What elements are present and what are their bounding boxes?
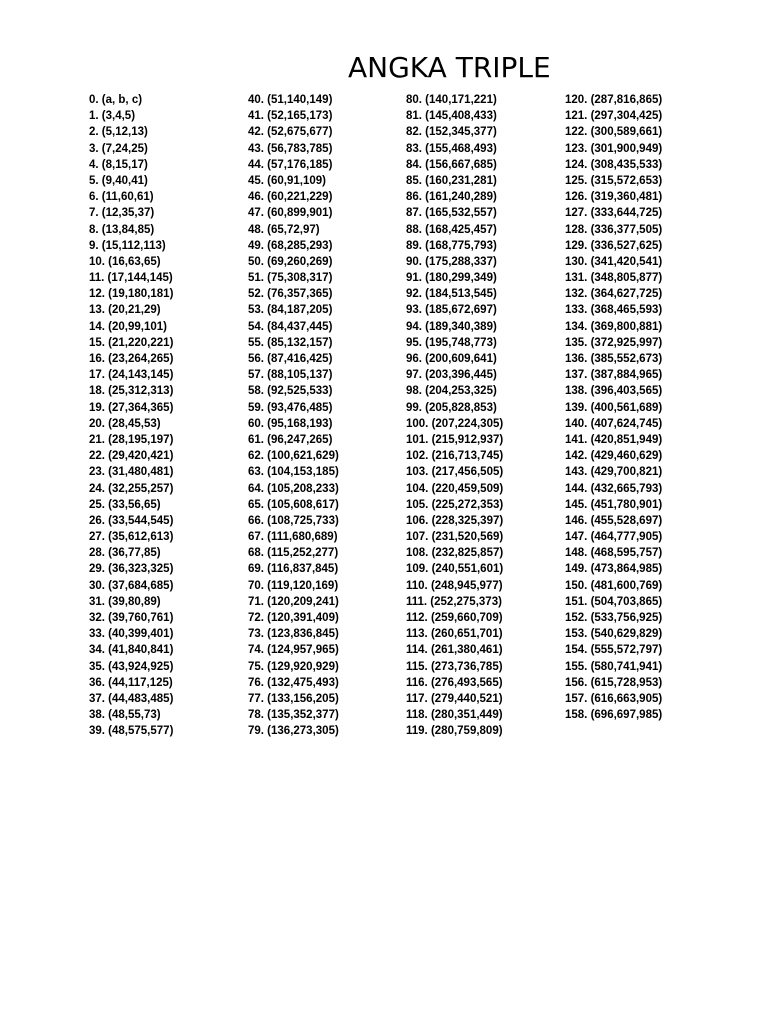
triple-entry: 152. (533,756,925) xyxy=(565,612,663,624)
triple-entry: 1. (3,4,5) xyxy=(89,110,136,123)
triple-entry: 87. (165,532,557) xyxy=(406,207,497,220)
triple-entry: 25. (33,56,65) xyxy=(89,498,161,511)
triple-entry: 42. (52,675,677) xyxy=(248,126,333,139)
triple-entry: 79. (136,273,305) xyxy=(248,725,339,738)
triple-entry: 100. (207,224,305) xyxy=(406,417,504,430)
triple-entry: 97. (203,396,445) xyxy=(406,369,497,382)
triple-entry: 74. (124,957,965) xyxy=(248,644,339,657)
triple-entry: 71. (120,209,241) xyxy=(248,595,339,608)
triple-entry: 16. (23,264,265) xyxy=(89,353,174,365)
triple-entry: 58. (92,525,533) xyxy=(248,385,333,398)
triple-entry: 99. (205,828,853) xyxy=(406,401,497,414)
triple-entry: 33. (40,399,401) xyxy=(89,628,174,641)
triple-entry: 78. (135,352,377) xyxy=(248,709,339,722)
triple-entry: 65. (105,608,617) xyxy=(248,498,339,511)
triple-entry: 41. (52,165,173) xyxy=(248,110,333,123)
triple-entry: 13. (20,21,29) xyxy=(89,304,161,317)
triple-entry: 80. (140,171,221) xyxy=(406,94,497,106)
triple-entry: 90. (175,288,337) xyxy=(406,255,497,268)
triple-entry: 107. (231,520,569) xyxy=(406,531,504,544)
triple-entry: 115. (273,736,785) xyxy=(406,660,503,673)
triple-entry: 144. (432,665,793) xyxy=(565,482,663,495)
triple-entry: 128. (336,377,505) xyxy=(565,223,663,236)
triple-entry: 83. (155,468,493) xyxy=(406,142,497,155)
triple-entry: 57. (88,105,137) xyxy=(248,369,333,382)
triple-entry: 146. (455,528,697) xyxy=(565,514,663,527)
triple-entry: 26. (33,544,545) xyxy=(89,514,174,527)
triple-entry: 76. (132,475,493) xyxy=(248,676,339,689)
triple-entry: 29. (36,323,325) xyxy=(89,563,174,576)
triple-entry: 135. (372,925,997) xyxy=(565,336,663,349)
triple-entry: 35. (43,924,925) xyxy=(89,660,174,673)
triple-entry: 114. (261,380,461) xyxy=(406,644,503,657)
triple-entry: 54. (84,437,445) xyxy=(248,320,333,333)
triple-entry: 59. (93,476,485) xyxy=(248,401,333,414)
triple-entry: 77. (133,156,205) xyxy=(248,692,339,705)
triple-entry: 108. (232,825,857) xyxy=(406,547,504,560)
triple-entry: 18. (25,312,313) xyxy=(89,385,174,398)
triple-entry: 11. (17,144,145) xyxy=(89,272,173,285)
triple-entry: 22. (29,420,421) xyxy=(89,450,174,463)
triple-entry: 47. (60,899,901) xyxy=(248,207,333,220)
triple-entry: 104. (220,459,509) xyxy=(406,482,504,495)
triple-entry: 95. (195,748,773) xyxy=(406,336,497,349)
triple-entry: 23. (31,480,481) xyxy=(89,466,174,479)
triple-entry: 149. (473,864,985) xyxy=(565,563,663,576)
triple-entry: 89. (168,775,793) xyxy=(406,239,497,252)
triple-entry: 119. (280,759,809) xyxy=(406,725,503,738)
triple-entry: 151. (504,703,865) xyxy=(565,595,663,608)
triple-entry: 10. (16,63,65) xyxy=(89,255,161,268)
triple-entry: 134. (369,800,881) xyxy=(565,320,663,333)
triple-entry: 94. (189,340,389) xyxy=(406,320,497,333)
triple-entry: 3. (7,24,25) xyxy=(89,142,148,155)
triple-entry: 14. (20,99,101) xyxy=(89,320,168,333)
triple-entry: 21. (28,195,197) xyxy=(89,433,174,446)
triple-entry: 84. (156,667,685) xyxy=(406,158,497,171)
triple-entry: 30. (37,684,685) xyxy=(89,579,174,592)
triple-entry: 50. (69,260,269) xyxy=(248,255,333,268)
triple-entry: 53. (84,187,205) xyxy=(248,304,333,317)
triple-entry: 20. (28,45,53) xyxy=(89,417,161,430)
triple-entry: 155. (580,741,941) xyxy=(565,660,663,673)
triple-entry: 2. (5,12,13) xyxy=(89,126,148,139)
triple-entry: 68. (115,252,277) xyxy=(248,547,339,560)
triple-entry: 36. (44,117,125) xyxy=(89,676,173,689)
triple-entry: 133. (368,465,593) xyxy=(565,304,663,317)
triple-entry: 117. (279,440,521) xyxy=(406,692,503,705)
triple-entry: 75. (129,920,929) xyxy=(248,660,339,673)
triple-entry: 8. (13,84,85) xyxy=(89,223,155,236)
triple-entry: 130. (341,420,541) xyxy=(565,255,663,268)
triple-entry: 52. (76,357,365) xyxy=(248,288,333,301)
page-title: ANGKA TRIPLE xyxy=(348,51,551,84)
triple-entry: 141. (420,851,949) xyxy=(565,433,663,446)
triple-entry: 34. (41,840,841) xyxy=(89,644,174,657)
triple-entry: 51. (75,308,317) xyxy=(248,272,333,285)
triple-entry: 147. (464,777,905) xyxy=(565,531,663,544)
triple-entry: 150. (481,600,769) xyxy=(565,579,663,592)
triple-entry: 106. (228,325,397) xyxy=(406,514,504,527)
triple-entry: 120. (287,816,865) xyxy=(565,94,663,106)
triple-entry: 49. (68,285,293) xyxy=(248,239,333,252)
triple-entry: 62. (100,621,629) xyxy=(248,450,339,463)
triple-entry: 145. (451,780,901) xyxy=(565,498,663,511)
triple-entry: 6. (11,60,61) xyxy=(89,191,154,204)
triple-entry: 69. (116,837,845) xyxy=(248,563,339,576)
triple-entry: 37. (44,483,485) xyxy=(89,692,174,705)
triple-entry: 91. (180,299,349) xyxy=(406,272,497,285)
triple-entry: 43. (56,783,785) xyxy=(248,142,333,155)
triple-entry: 67. (111,680,689) xyxy=(248,531,338,544)
triple-entry: 9. (15,112,113) xyxy=(89,239,166,252)
triple-column-3 xyxy=(406,92,503,740)
triple-entry: 88. (168,425,457) xyxy=(406,223,497,236)
triple-entry: 126. (319,360,481) xyxy=(565,191,663,204)
triple-entry: 148. (468,595,757) xyxy=(565,547,663,560)
triple-entry: 45. (60,91,109) xyxy=(248,174,327,187)
triple-column-2 xyxy=(248,92,339,740)
triple-entry: 15. (21,220,221) xyxy=(89,336,174,349)
triple-entry: 44. (57,176,185) xyxy=(248,158,333,171)
triple-entry: 98. (204,253,325) xyxy=(406,385,497,398)
triple-entry: 142. (429,460,629) xyxy=(565,450,663,463)
triple-entry: 12. (19,180,181) xyxy=(89,288,174,301)
triple-entry: 143. (429,700,821) xyxy=(565,466,663,479)
triple-entry: 38. (48,55,73) xyxy=(89,709,161,722)
triple-entry: 85. (160,231,281) xyxy=(406,174,497,187)
triple-entry: 19. (27,364,365) xyxy=(89,401,174,414)
triple-entry: 153. (540,629,829) xyxy=(565,628,663,641)
triple-entry: 56. (87,416,425) xyxy=(248,353,333,365)
triple-entry: 96. (200,609,641) xyxy=(406,353,497,365)
triple-column-1 xyxy=(89,92,173,740)
triple-entry: 118. (280,351,449) xyxy=(406,709,503,722)
triple-entry: 154. (555,572,797) xyxy=(565,644,663,657)
triple-entry: 72. (120,391,409) xyxy=(248,612,339,624)
triple-entry: 156. (615,728,953) xyxy=(565,676,663,689)
triple-entry: 109. (240,551,601) xyxy=(406,563,504,576)
triple-entry: 137. (387,884,965) xyxy=(565,369,663,382)
triple-entry: 125. (315,572,653) xyxy=(565,174,663,187)
triple-entry: 46. (60,221,229) xyxy=(248,191,333,204)
triple-entry: 40. (51,140,149) xyxy=(248,94,333,106)
triple-entry: 111. (252,275,373) xyxy=(406,595,502,608)
triple-entry: 121. (297,304,425) xyxy=(565,110,663,123)
triple-entry: 73. (123,836,845) xyxy=(248,628,339,641)
triple-entry: 17. (24,143,145) xyxy=(89,369,174,382)
triple-entry: 124. (308,435,533) xyxy=(565,158,663,171)
triple-entry: 92. (184,513,545) xyxy=(406,288,497,301)
triple-entry: 127. (333,644,725) xyxy=(565,207,663,220)
triple-entry: 0. (a, b, c) xyxy=(89,94,143,106)
triple-entry: 138. (396,403,565) xyxy=(565,385,663,398)
triple-entry: 140. (407,624,745) xyxy=(565,417,663,430)
triple-entry: 105. (225,272,353) xyxy=(406,498,504,511)
triple-entry: 55. (85,132,157) xyxy=(248,336,333,349)
triple-entry: 157. (616,663,905) xyxy=(565,692,663,705)
triple-entry: 31. (39,80,89) xyxy=(89,595,161,608)
triple-entry: 64. (105,208,233) xyxy=(248,482,339,495)
triple-entry: 5. (9,40,41) xyxy=(89,174,148,187)
triple-entry: 123. (301,900,949) xyxy=(565,142,663,155)
triple-entry: 122. (300,589,661) xyxy=(565,126,663,139)
triple-entry: 66. (108,725,733) xyxy=(248,514,339,527)
triple-entry: 101. (215,912,937) xyxy=(406,433,504,446)
triple-column-4 xyxy=(565,92,662,723)
triple-entry: 103. (217,456,505) xyxy=(406,466,504,479)
triple-entry: 39. (48,575,577) xyxy=(89,725,174,738)
triple-entry: 61. (96,247,265) xyxy=(248,433,333,446)
triple-entry: 110. (248,945,977) xyxy=(406,579,503,592)
triple-entry: 7. (12,35,37) xyxy=(89,207,155,220)
triple-entry: 70. (119,120,169) xyxy=(248,579,339,592)
triple-entry: 132. (364,627,725) xyxy=(565,288,663,301)
triple-entry: 81. (145,408,433) xyxy=(406,110,497,123)
triple-entry: 112. (259,660,709) xyxy=(406,612,503,624)
triple-entry: 27. (35,612,613) xyxy=(89,531,174,544)
triple-entry: 116. (276,493,565) xyxy=(406,676,503,689)
triple-entry: 4. (8,15,17) xyxy=(89,158,148,171)
triple-entry: 158. (696,697,985) xyxy=(565,709,663,722)
triple-entry: 102. (216,713,745) xyxy=(406,450,504,463)
triple-entry: 131. (348,805,877) xyxy=(565,272,663,285)
triple-entry: 139. (400,561,689) xyxy=(565,401,663,414)
triple-entry: 136. (385,552,673) xyxy=(565,353,663,365)
triple-entry: 129. (336,527,625) xyxy=(565,239,663,252)
triple-entry: 32. (39,760,761) xyxy=(89,612,174,624)
triple-entry: 28. (36,77,85) xyxy=(89,547,161,560)
triple-entry: 113. (260,651,701) xyxy=(406,628,503,641)
triple-entry: 93. (185,672,697) xyxy=(406,304,497,317)
triple-entry: 63. (104,153,185) xyxy=(248,466,339,479)
triple-entry: 82. (152,345,377) xyxy=(406,126,497,139)
triple-entry: 24. (32,255,257) xyxy=(89,482,174,495)
triple-entry: 86. (161,240,289) xyxy=(406,191,497,204)
triple-entry: 48. (65,72,97) xyxy=(248,223,320,236)
triple-entry: 60. (95,168,193) xyxy=(248,417,333,430)
